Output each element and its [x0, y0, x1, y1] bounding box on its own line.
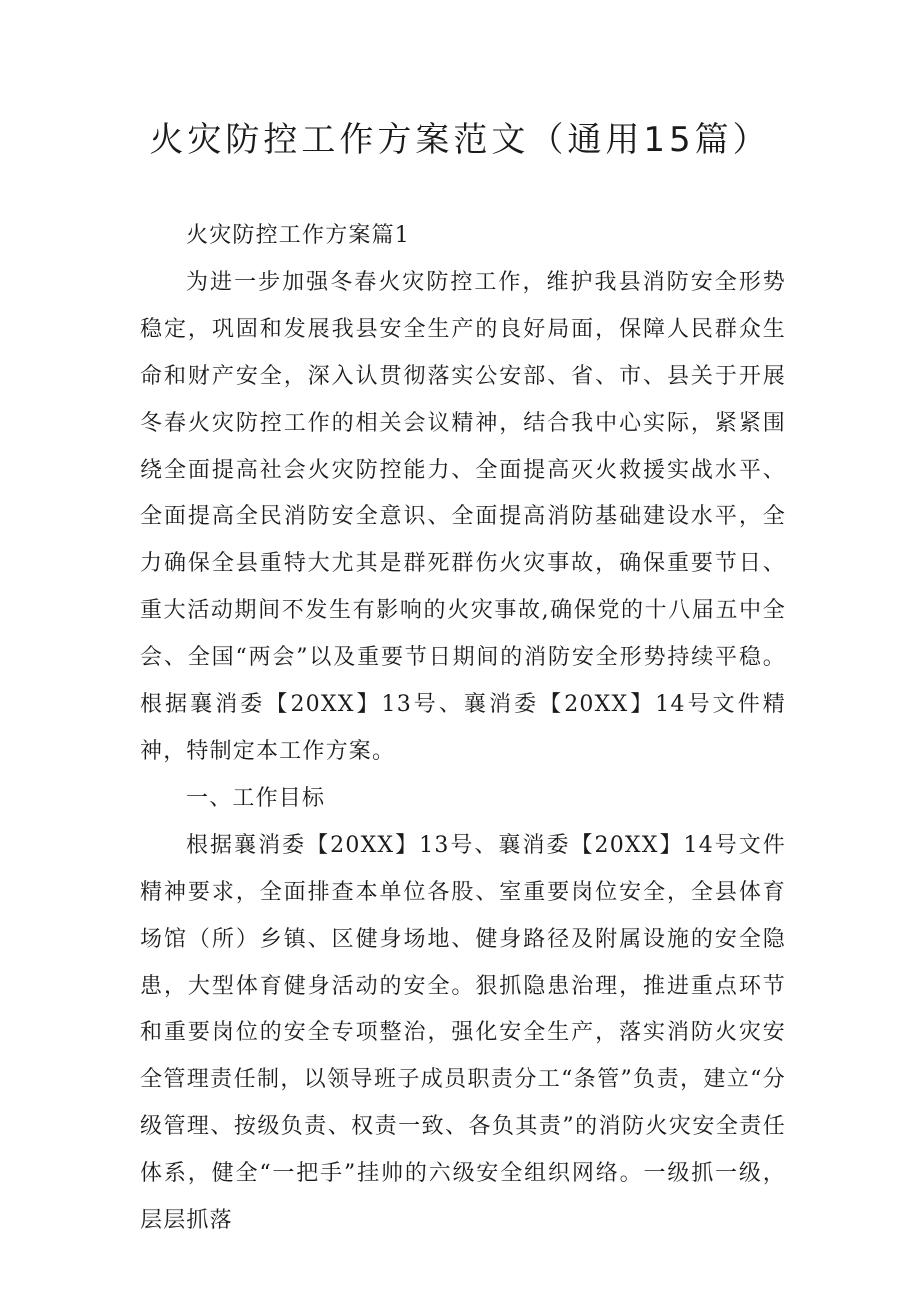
document-body	[140, 213, 786, 1245]
section-heading: 火灾防控工作方案篇1	[186, 223, 410, 248]
subheading-work-goals: 一、工作目标	[186, 785, 326, 811]
document-title: 火灾防控工作方案范文（通用15篇）	[149, 120, 771, 160]
paragraph-intro: 为进一步加强冬春火灾防控工作，维护我县消防安全形势稳定，巩固和发展我县安全生产的良好局面，保障人民群众生命和财产安全，深入认贯彻落实公安部、省、市、县关于开展冬春火灾防控工作的相关会议精神，结合我中心实际，紧紧围绕全面提高社会火灾防控能力、全面提高灭火救援实战水平、全面提高全民消防安全意识、全面提高消防基础建设水平，全力确保全县重特大尤其是群死群伤火灾事故，确保重要节日、重大活动期间不发生有影响的火灾事故,确保党的十八届五中全会、全国“两会”以及重要节日期间的消防安全形势持续平稳。根据襄消委【20XX】13号、襄消委【20XX】14号文件精神，特制定本工作方案。	[140, 269, 786, 764]
paragraph-work-goals: 根据襄消委【20XX】13号、襄消委【20XX】14号文件精神要求，全面排查本单位各股、室重要岗位安全，全县体育场馆（所）乡镇、区健身场地、健身路径及附属设施的安全隐患，大型体育健身活动的安全。狠抓隐患治理，推进重点环节和重要岗位的安全专项整治，强化安全生产，落实消防火灾安全管理责任制，以领导班子成员职责分工“条管”负责，建立“分级管理、按级负责、权责一致、各负其责”的消防火灾安全责任体系，健全“一把手”挂帅的六级安全组织网络。一级抓一级，层层抓落	[140, 832, 786, 1234]
